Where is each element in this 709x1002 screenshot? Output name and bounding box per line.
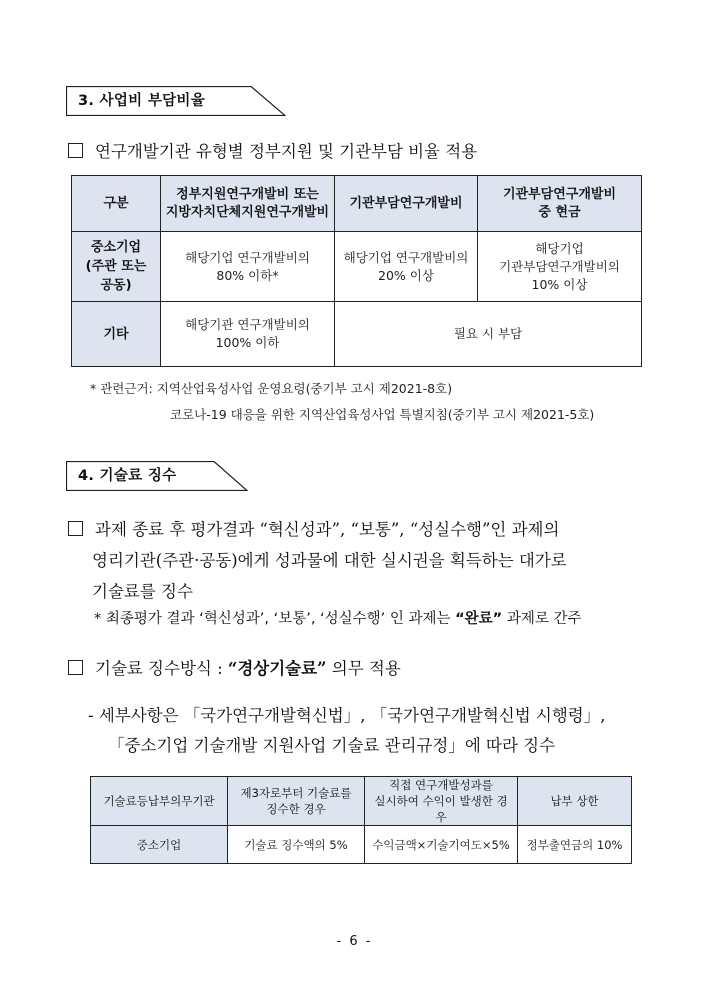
cell-payment-cap: 정부출연금의 10% [518,826,632,864]
details-line-1: - 세부사항은 「국가연구개발혁신법」, 「국가연구개발혁신법 시행령」, [88,706,606,725]
section-3-heading [66,86,286,116]
cell-sme-burden: 해당기업 연구개발비의 20% 이상 [335,232,478,302]
page-number: - 6 - [336,934,373,949]
header-payment-cap: 납부 상한 [518,777,632,826]
completion-note: * 최종평가 결과 ‘혁신성과’, ‘보통’, ‘성실수행’ 인 과제는 “완료” 과제로 간주 [94,611,582,627]
checkbox-square-icon [68,143,83,158]
header-third-party: 제3자로부터 기술료를 징수한 경우 [228,777,365,826]
section-4-bullet-1-line-3: 기술료를 징수 [92,582,193,601]
header-direct-use: 직접 연구개발성과를 실시하여 수익이 발생한 경우 [365,777,518,826]
legal-basis-note-2: 코로나-19 대응을 위한 지역산업육성사업 특별지침(중기부 고시 제2021-5호) [170,407,595,422]
header-obligated-institution: 기술료등납부의무기관 [91,777,228,826]
cell-other-gov: 해당기관 연구개발비의 100% 이하 [161,302,335,367]
section-4-title: 4. 기술료 징수 [78,468,177,484]
checkbox-square-icon [68,660,83,675]
header-gov-support: 정부지원연구개발비 또는 지방자치단체지원연구개발비 [161,176,335,232]
header-institution-cash: 기관부담연구개발비 중 현금 [478,176,642,232]
legal-basis-note-1: * 관련근거: 지역산업육성사업 운영요령(중기부 고시 제2021-8호) [90,381,453,396]
bullet-text: 연구개발기관 유형별 정부지원 및 기관부담 비율 적용 [95,142,478,161]
details-line-2: 「중소기업 기술개발 지원사업 기술료 관리규정」에 따라 징수 [108,736,556,755]
royalty-table [90,776,632,864]
section-4-heading [66,461,248,491]
section-3-title: 3. 사업비 부담비율 [78,93,206,109]
cell-direct-use-rate: 수익금액×기술기여도×5% [365,826,518,864]
row-sme-label: 중소기업 (주관 또는 공동) [72,232,161,302]
cell-sme-gov: 해당기업 연구개발비의 80% 이하* [161,232,335,302]
checkbox-square-icon [68,521,83,536]
header-category: 구분 [72,176,161,232]
cell-sme-cash: 해당기업 기관부담연구개발비의 10% 이상 [478,232,642,302]
cell-other-burden: 필요 시 부담 [335,302,642,367]
header-institution-burden: 기관부담연구개발비 [335,176,478,232]
section-4-bullet-1-line-2: 영리기관(주관·공동)에게 성과물에 대한 실시권을 획득하는 대가로 [92,551,567,570]
section-3-bullet [68,141,477,163]
row-other-label: 기타 [72,302,161,367]
cell-third-party-rate: 기술료 징수액의 5% [228,826,365,864]
section-4-bullet-1: 과제 종료 후 평가결과 “혁신성과”, “보통”, “성실수행”인 과제의 [68,519,559,541]
cost-ratio-table [71,175,642,367]
cell-sme: 중소기업 [91,826,228,864]
section-4-bullet-2: 기술료 징수방식 : “경상기술료” 의무 적용 [68,658,401,680]
